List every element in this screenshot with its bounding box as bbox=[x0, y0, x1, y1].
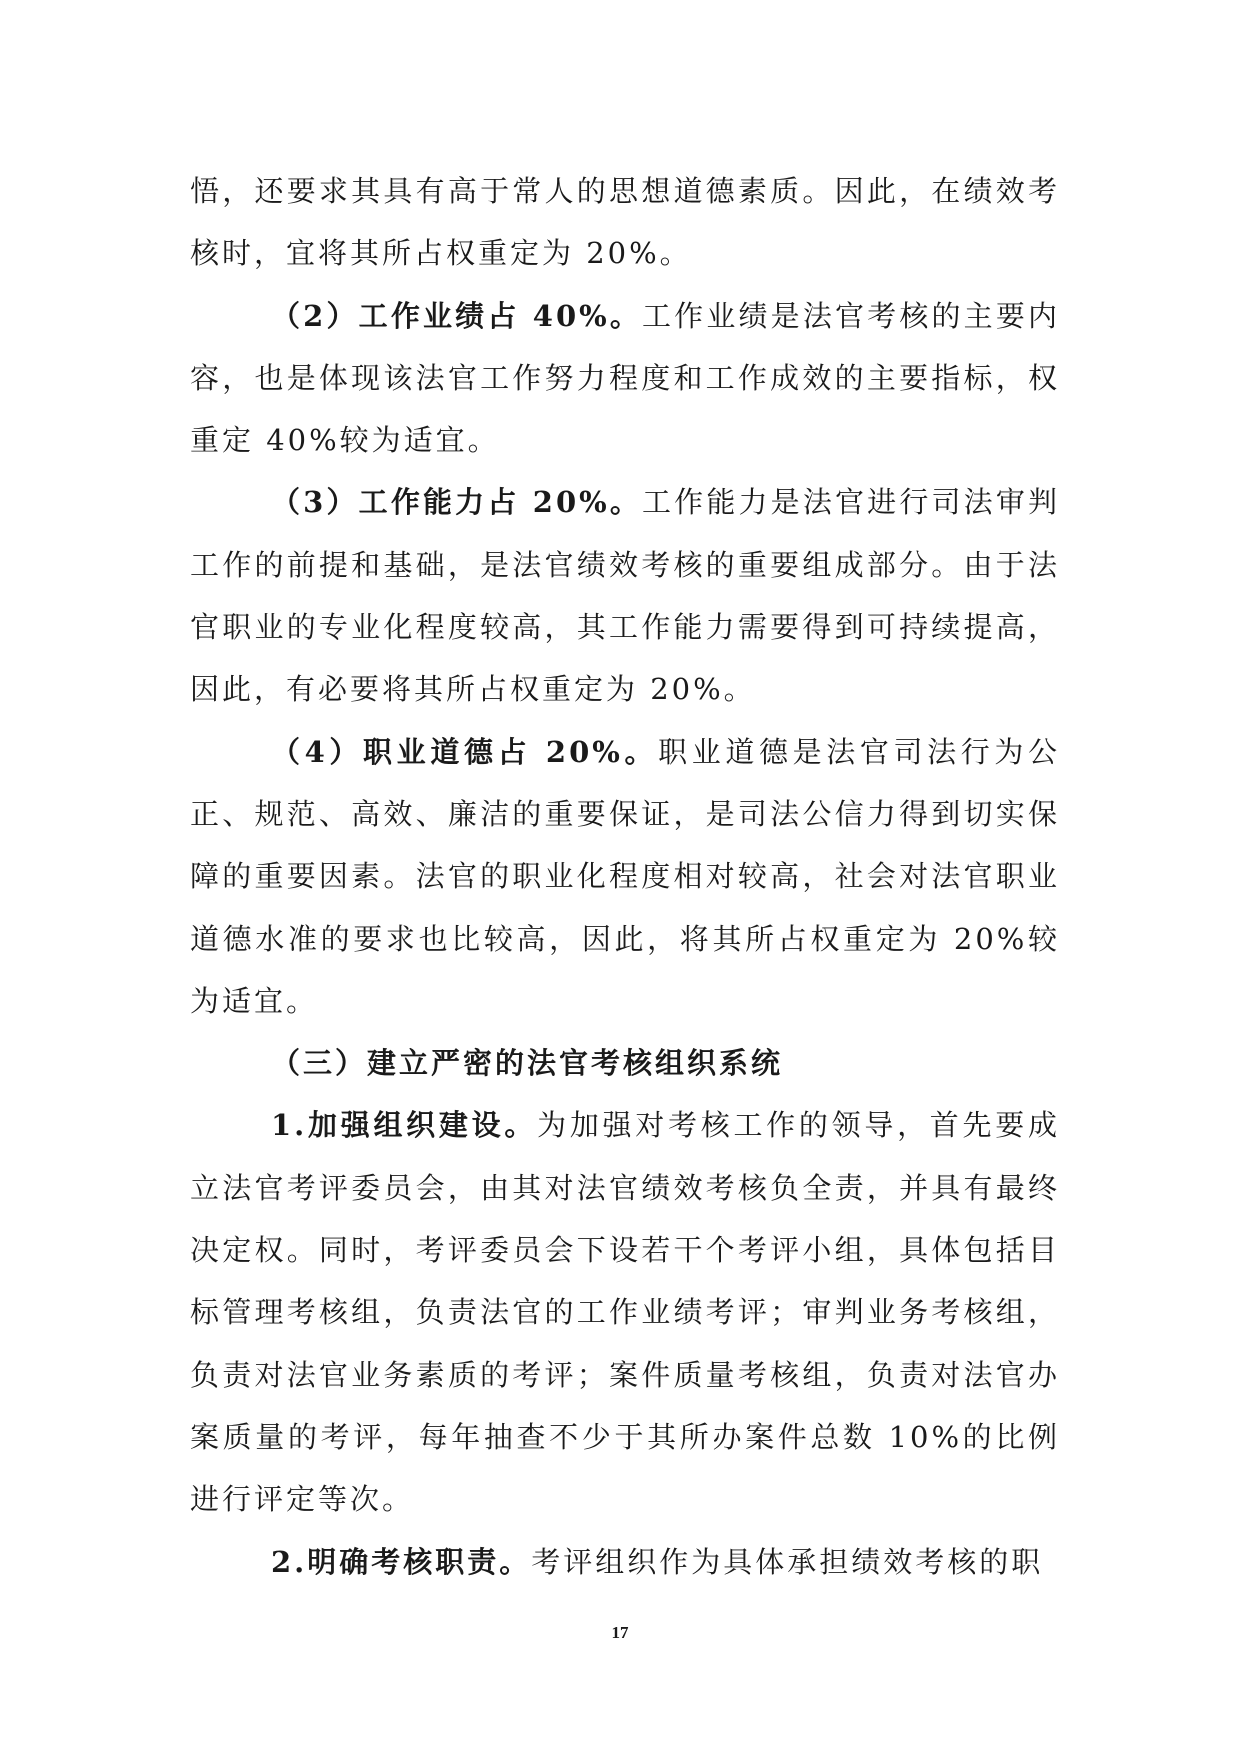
paragraph-text: 工作能力是法官进行司法审判工作的前提和基础，是法官绩效考核的重要组成部分。由于法官职业的专业化程度较高，其工作能力需要得到可持续提高，因此，有必要将其所占权重定为 20%。 bbox=[190, 485, 1060, 707]
section-heading: （三）建立严密的法官考核组织系统 bbox=[271, 1046, 784, 1081]
paragraph-lead: （3）工作能力占 20%。 bbox=[271, 485, 643, 520]
paragraph-text: 为加强对考核工作的领导，首先要成立法官考评委员会，由其对法官绩效考核负全责，并具有最终决定权。同时，考评委员会下设若干个考评小组，具体包括目标管理考核组，负责法官的工作业绩考评；审判业务考核组，负责对法官业务素质的考评；案件质量考核组，负责对法官办案质量的考评，每年抽查不少于其所办案件总数 10%的比例进行评定等次。 bbox=[190, 1108, 1060, 1517]
paragraph-assessment-duties bbox=[190, 1531, 1060, 1593]
page-number: 17 bbox=[611, 1623, 629, 1642]
paragraph-continuation bbox=[190, 160, 1060, 285]
paragraph-organization-building bbox=[190, 1094, 1060, 1530]
paragraph-work-ability bbox=[190, 471, 1060, 720]
paragraph-work-performance bbox=[190, 285, 1060, 472]
paragraph-lead: 1.加强组织建设。 bbox=[271, 1108, 538, 1143]
paragraph-professional-ethics bbox=[190, 721, 1060, 1032]
paragraph-text: 悟，还要求其具有高于常人的思想道德素质。因此，在绩效考核时，宜将其所占权重定为 20%。 bbox=[190, 174, 1060, 271]
paragraph-text: 职业道德是法官司法行为公正、规范、高效、廉洁的重要保证，是司法公信力得到切实保障的重要因素。法官的职业化程度相对较高，社会对法官职业道德水准的要求也比较高，因此，将其所占权重定为 20%较为适宜。 bbox=[190, 734, 1060, 1018]
document-body bbox=[190, 160, 1060, 1593]
paragraph-text: 工作业绩是法官考核的主要内容，也是体现该法官工作努力程度和工作成效的主要指标，权重定 40%较为适宜。 bbox=[190, 298, 1060, 458]
paragraph-lead: 2.明确考核职责。 bbox=[271, 1544, 532, 1579]
paragraph-lead: （4）职业道德占 20%。 bbox=[271, 734, 659, 769]
paragraph-text: 考评组织作为具体承担绩效考核的职 bbox=[531, 1544, 1044, 1579]
paragraph-lead: （2）工作业绩占 40%。 bbox=[271, 298, 643, 333]
